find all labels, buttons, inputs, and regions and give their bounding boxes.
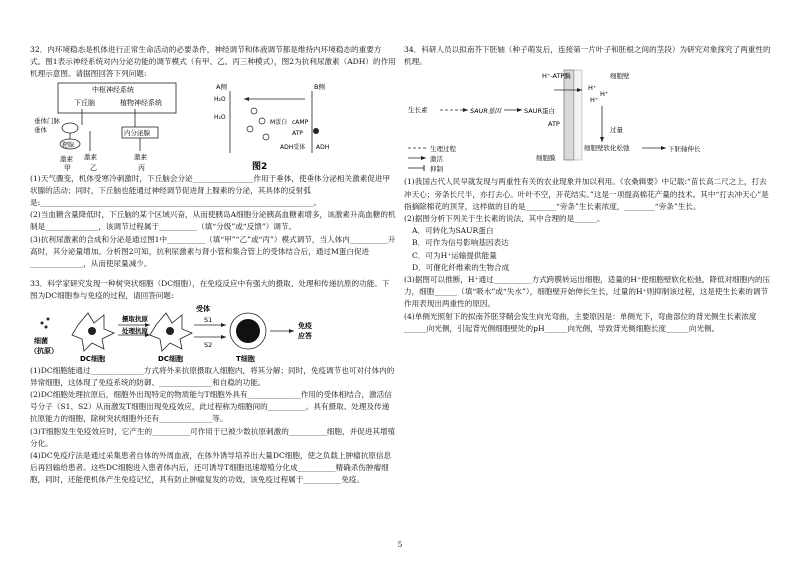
fig1-cns: 中枢神经系统	[92, 85, 134, 94]
fig2-atp: ATP	[292, 129, 303, 137]
fig2-m: M蛋白	[270, 118, 288, 126]
q34-s4: (4)单侧光照射下的拟南芥胚芽鞘会发生向光弯曲，主要原因是：单侧光下，弯曲部位的背光侧生长素浓度______向光侧，引起背光侧细胞壁处的pH______向光侧，导致背光侧细胞长度______向光侧。	[404, 311, 757, 333]
left-column	[30, 44, 396, 487]
fig2-h2o: H₂O	[214, 95, 226, 103]
q34-atp: H⁺-ATP酶	[542, 72, 571, 81]
fig1-target: 靶腺	[62, 141, 75, 149]
q32-s3: (3)抗利尿激素的合成和分泌是通过图1中__________（填“甲”“乙”或“丙”）模式调节，当人体内__________升高时，其分泌量增加。分析图2可知，抗利尿激素与肾小管和集合管上的受体结合后，通过M蛋白促进______________，从而使尿量减少。	[30, 234, 396, 269]
q33-s1: S1	[204, 315, 213, 324]
q33-dc1: DC细胞	[80, 354, 105, 363]
fig2-camp: cAMP	[292, 118, 309, 126]
fig2-b: B侧	[314, 82, 325, 91]
q33-fig-svg	[30, 303, 396, 365]
q34-excess: 过量	[610, 126, 623, 135]
right-column	[404, 44, 772, 335]
fig1-hypo: 下丘脑	[74, 98, 95, 107]
q33-uptake: 摄取抗原	[122, 314, 148, 323]
q33-s4: (4)DC免疫疗法是通过采集患者自体的外周血液，在体外诱导培养出大量DC细胞，使之负载上肿瘤抗原信息后再回输给患者。这些DC细胞进入患者体内后，还可诱导T细胞迅速增殖分化成__________精确杀伤肿瘤细胞，同时，还能使机体产生免疫记忆，具有防止肿瘤复发的功效，该免疫过程属于__________免疫。	[30, 451, 392, 485]
fig2-a: A侧	[216, 82, 227, 91]
fig2-h2o2: H₂O	[214, 113, 226, 121]
q34-s1: (1)我国古代人民早就发现与两重性有关的农业现象并加以利用。《农桑辑要》中记载:“苗长高二尺之上，打去冲天心；旁条长尺半，亦打去心。叶叶不空，开花结实。”这是一项提高棉花产量的技术。其中“打去冲天心”是指摘除棉花的顶芽，这样做的目的是________“旁条”生长素浓度，________“旁条”生长。	[404, 177, 769, 211]
q33-tcell: T细胞	[236, 354, 255, 363]
q34-hp3: H⁺	[590, 96, 599, 105]
fig1-horm2: 激素	[84, 152, 97, 161]
q33-process: 处理抗原	[122, 326, 148, 335]
fig1-bing: 丙	[138, 163, 145, 172]
fig1-horm1: 激素	[60, 154, 73, 163]
q33-s1: (1)DC细胞能通过______________方式将外来抗原摄取入细胞内，将其分解；同时，免疫调节也可对付体内的异常细胞，这体现了免疫系统的防御、______________和自稳的功能。	[30, 365, 395, 387]
q34-intro: 34．科研人员以拟南芥下胚轴（种子萌发后，连接第一片叶子和胚根之间的茎段）为研究对象探究了两重性的机理。	[404, 45, 771, 67]
q34-fig-svg	[404, 68, 772, 176]
q32-intro: 32．内环境稳态是机体进行正常生命活动的必要条件，神经调节和体液调节都是维持内环境稳态的重要方式。图1表示神经系统对内分泌功能的调节模式（有甲、乙、丙三种模式），图2为抗利尿激素（ADH）的作用机理示意图。请据图回答下列问题:	[30, 45, 396, 79]
q32-s1: (1)天气骤变，机体受寒冷刺激时，下丘脑会分泌________________作用于垂体，使垂体分泌相关激素促进甲状腺的活动；同时，下丘脑也能通过神经调节促进肾上腺素的分泌，其具体的反射弧是:________________________________________________________________________。	[30, 173, 391, 208]
q34-s3: (3)据图可以推断，H⁺通过__________方式跨膜转运出细胞，适量的H⁺使细胞壁软化松弛，降低对细胞内的压力，细胞______（填“吸水”或“失水”），细胞壁开始伸长生长，过量的H⁺则抑制该过程，这是使生长素的调节作用表现出两重性的原因。	[404, 275, 771, 309]
q34-hp1: H⁺	[588, 84, 597, 93]
fig2-adh: ADH	[316, 143, 330, 151]
fig1-endo: 内分泌腺	[124, 128, 150, 137]
q32-figures	[30, 81, 396, 173]
q33-receptor: 受体	[196, 304, 210, 313]
q34-elong: 下胚轴伸长	[668, 145, 701, 154]
q34-hp2: H⁺	[600, 90, 609, 99]
q34-leg1: 生理过程	[430, 145, 456, 154]
q33-s2: S2	[204, 340, 213, 349]
fig1-plant: 植物神经系统	[120, 98, 162, 107]
fig1-horm3: 激素	[134, 152, 147, 161]
q33-answer: 应答	[298, 331, 312, 340]
q34-opt-b: B．可作为信号影响基因表达	[412, 238, 509, 248]
q33-bacteria: 细菌	[34, 336, 48, 345]
q34-saur-gene: SAUR基因	[470, 107, 501, 116]
q34-leg2: 激活	[430, 155, 443, 164]
page-number: 5	[397, 540, 403, 549]
q33-intro: 33．科学家研究发现一种树突状细胞（DC细胞），在免疫反应中有强大的摄取、处理和传递抗原的功能。下图为DC细胞参与免疫的过程，请回答问题:	[30, 279, 390, 301]
q34-leg3: 抑制	[430, 165, 443, 174]
q34-opt-d: D．可催化纤维素的生物合成	[412, 262, 510, 272]
q32-fig1-svg	[30, 81, 396, 173]
q33-s2: (2)DC细胞处理抗原后，细胞外出现特定的物质能与T细胞外具有______________作用的受体相结合，激活信号分子（S1、S2）从而激发T细胞出现免疫效应，此过程称为细胞间的__________。具有摄取、处理及传递抗原能力的细胞，除树突状细胞外还有______________等。	[30, 390, 392, 424]
fig1-hypophysis: 垂体	[34, 125, 47, 134]
q34-opt-c: C．可为H⁺运输提供能量	[412, 250, 497, 260]
q34-auxin: 生长素	[408, 106, 428, 115]
q34-figure	[404, 68, 772, 176]
q33-figure	[30, 303, 396, 365]
fig2-caption: 图2	[252, 161, 268, 172]
q34-mem: 细胞膜	[536, 154, 556, 163]
fig1-jia: 甲	[64, 163, 71, 172]
q34-saur-prot: SAUR蛋白	[524, 107, 555, 116]
q34-atp2: ATP	[548, 120, 560, 129]
q34-wall: 细胞壁	[610, 72, 630, 81]
q33-dc2: DC细胞	[158, 354, 183, 363]
q33-antigen: （抗原）	[30, 346, 58, 355]
q33-s3: (3)T细胞发生免疫效应时，它产生的__________可作用于已被少数抗原刺激的__________细胞，并促进其增殖分化。	[30, 426, 396, 448]
q33-immune: 免疫	[298, 321, 312, 330]
fig1-portal: 垂体门脉	[34, 116, 60, 125]
fig2-adh-r: ADH受体	[280, 143, 306, 151]
q32-s2: (2)当血糖含量降低时，下丘脑的某个区域兴奋，从而使胰岛A细胞分泌胰高血糖素增多，该激素升高血糖的机制是______________，该调节过程属于__________（填“分级”或“反馈”）调节。	[30, 210, 396, 232]
fig1-yi: 乙	[90, 163, 97, 172]
q34-loosen: 细胞壁软化松弛	[584, 144, 630, 153]
q34-opt-a: A．可转化为SAUR蛋白	[412, 226, 494, 236]
q34-s2: (2)据图分析下列关于生长素的说法，其中合理的是______。	[404, 214, 605, 224]
